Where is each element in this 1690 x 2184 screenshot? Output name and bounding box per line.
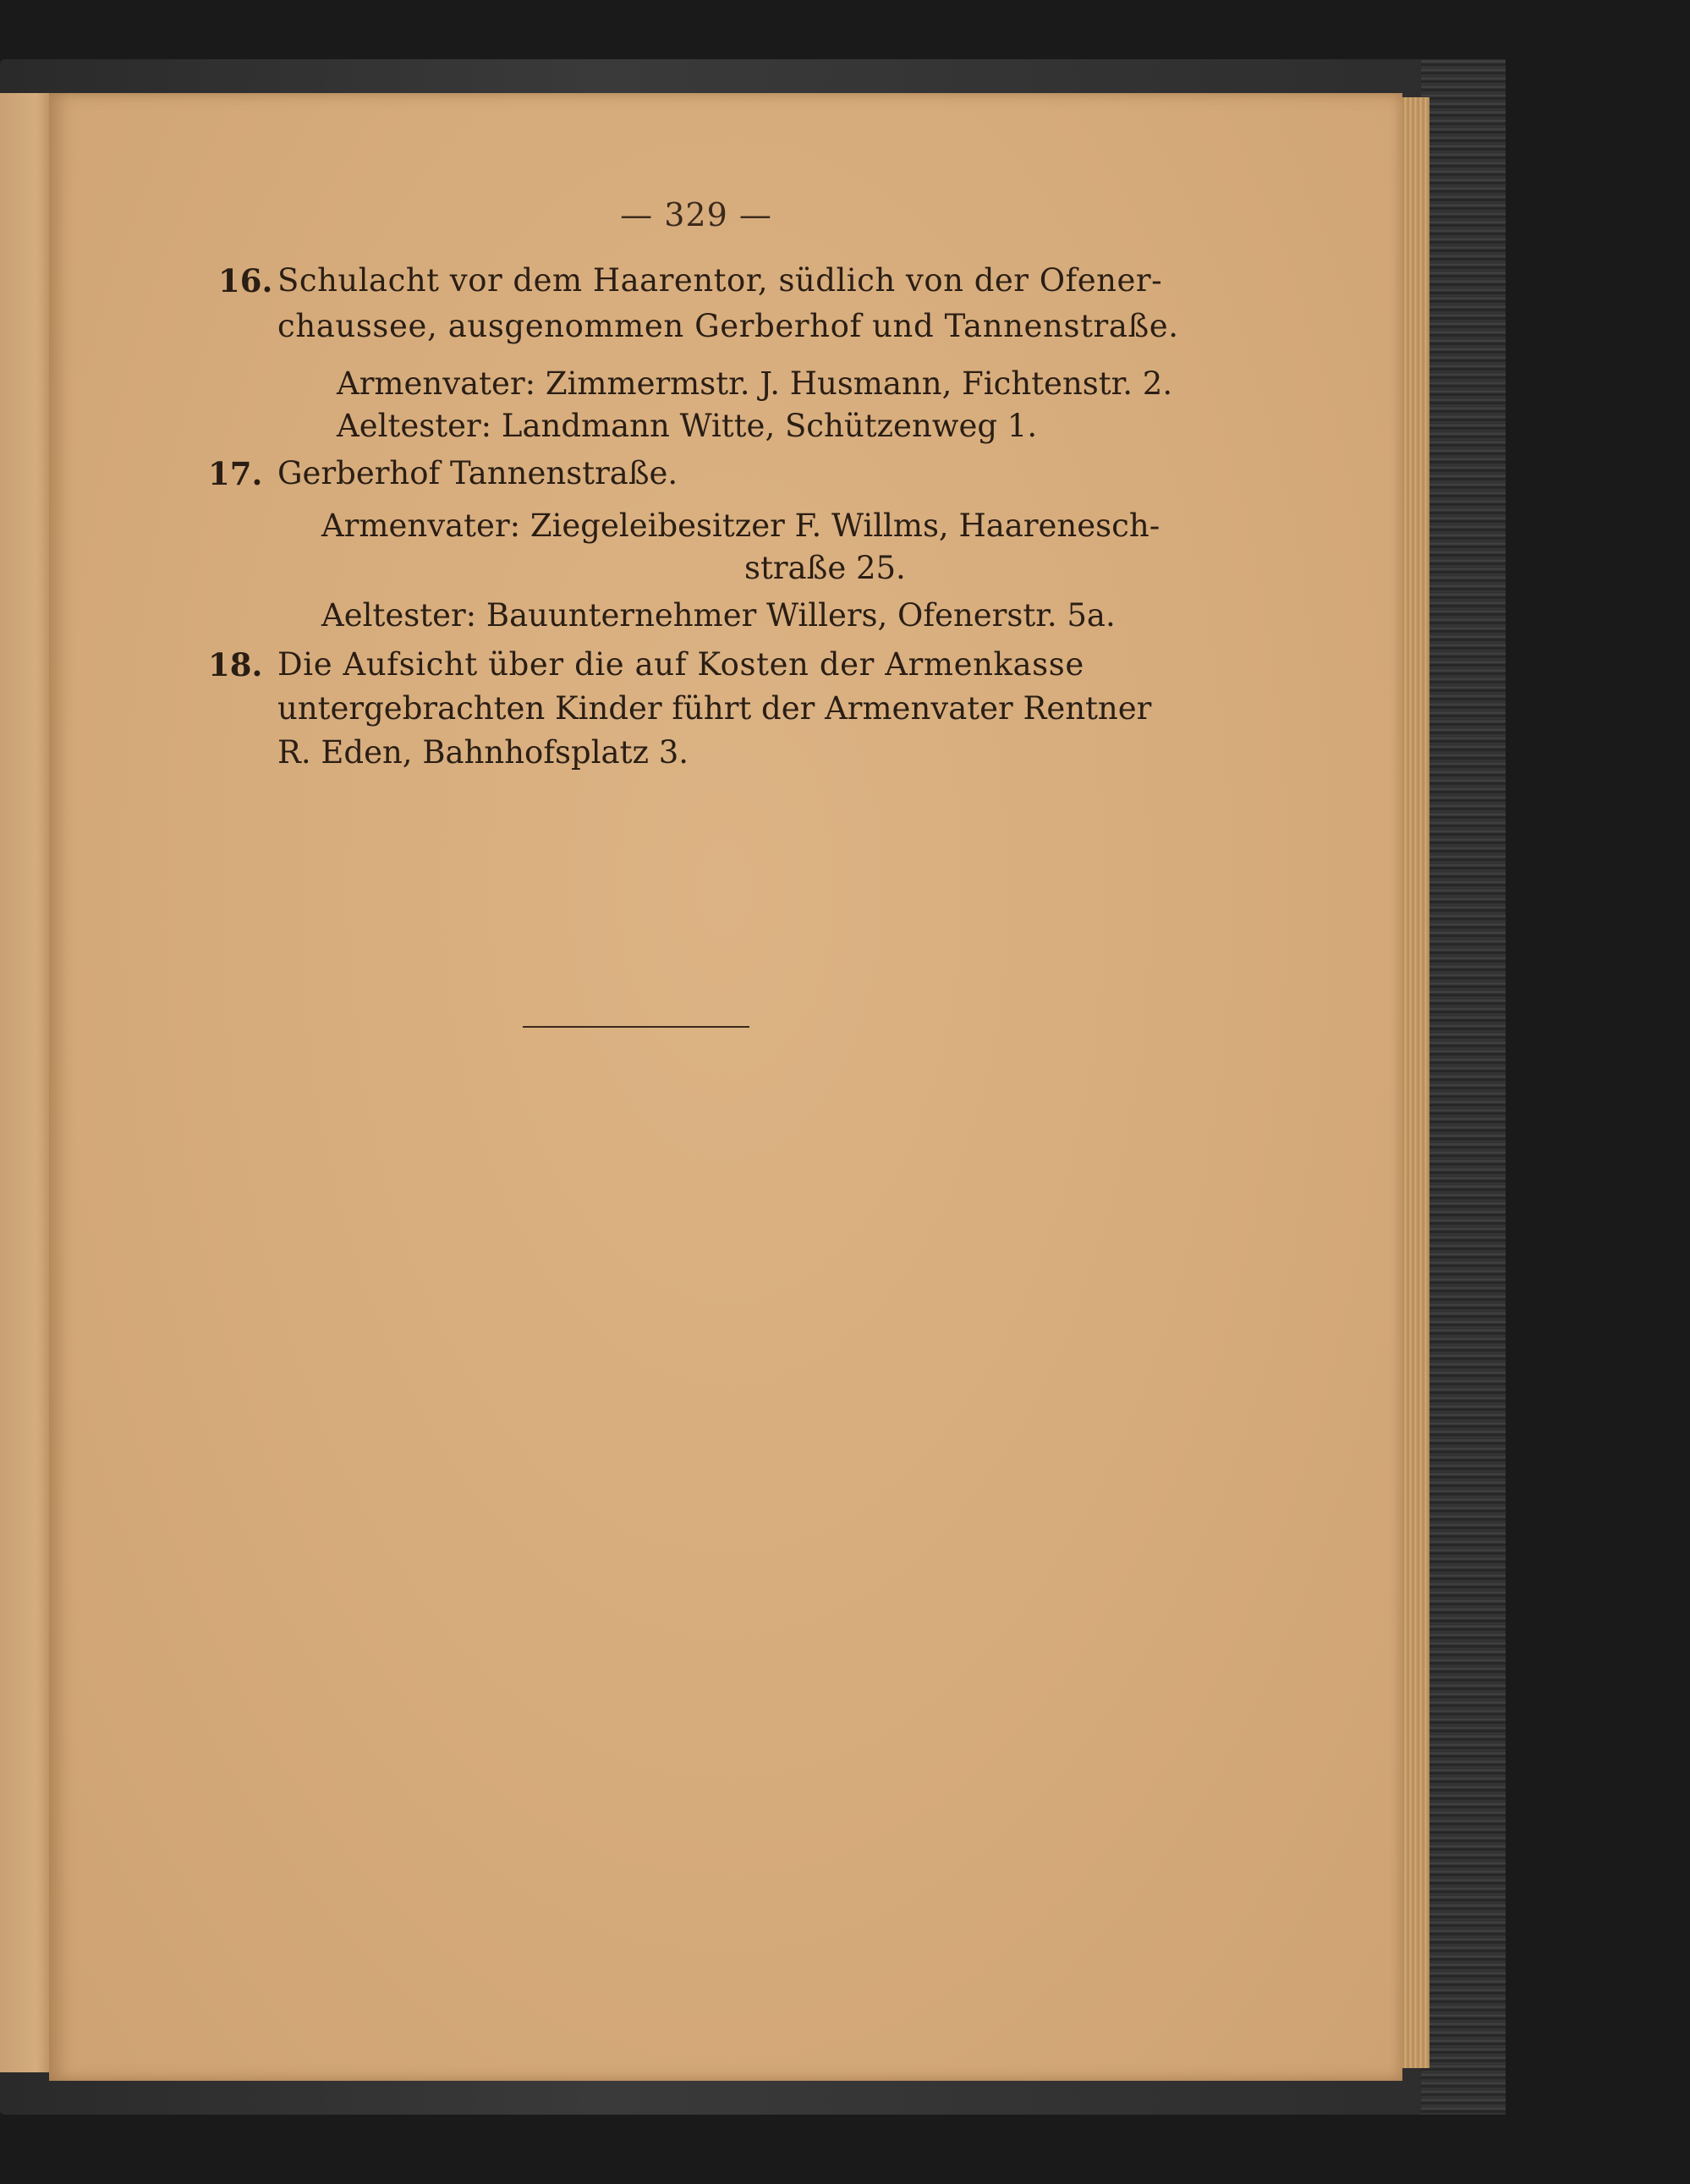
- entry-number: 17.: [208, 455, 263, 492]
- entry-text-line: R. Eden, Bahnhofsplatz 3.: [277, 734, 689, 771]
- armenvater-line: Armenvater: Ziegeleibesitzer F. Willms, Haarenesch-: [321, 508, 1161, 544]
- entry-text-line: chaussee, ausgenommen Gerberhof und Tannenstraße.: [277, 308, 1179, 344]
- book-page: [49, 93, 1402, 2081]
- armenvater-line: straße 25.: [744, 550, 906, 586]
- entry-number: 16.: [218, 262, 273, 299]
- aeltester-line: Aeltester: Bauunternehmer Willers, Ofenerstr. 5a.: [321, 597, 1116, 634]
- armenvater-line: Armenvater: Zimmermstr. J. Husmann, Fichtenstr. 2.: [337, 365, 1173, 402]
- page-number: — 329 —: [620, 196, 772, 233]
- entry-text-line: Gerberhof Tannenstraße.: [277, 455, 678, 491]
- facing-page-edge: [0, 93, 52, 2072]
- entry-number: 18.: [208, 646, 263, 683]
- aeltester-line: Aeltester: Landmann Witte, Schützenweg 1.: [337, 408, 1038, 444]
- entry-text-line: Die Aufsicht über die auf Kosten der Armenkasse: [277, 646, 1084, 683]
- book-binding-edge: [1421, 59, 1506, 2115]
- entry-text-line: Schulacht vor dem Haarentor, südlich von der Ofener-: [277, 262, 1163, 299]
- section-divider-rule: [523, 1026, 749, 1028]
- entry-text-line: untergebrachten Kinder führt der Armenvater Rentner: [277, 690, 1152, 727]
